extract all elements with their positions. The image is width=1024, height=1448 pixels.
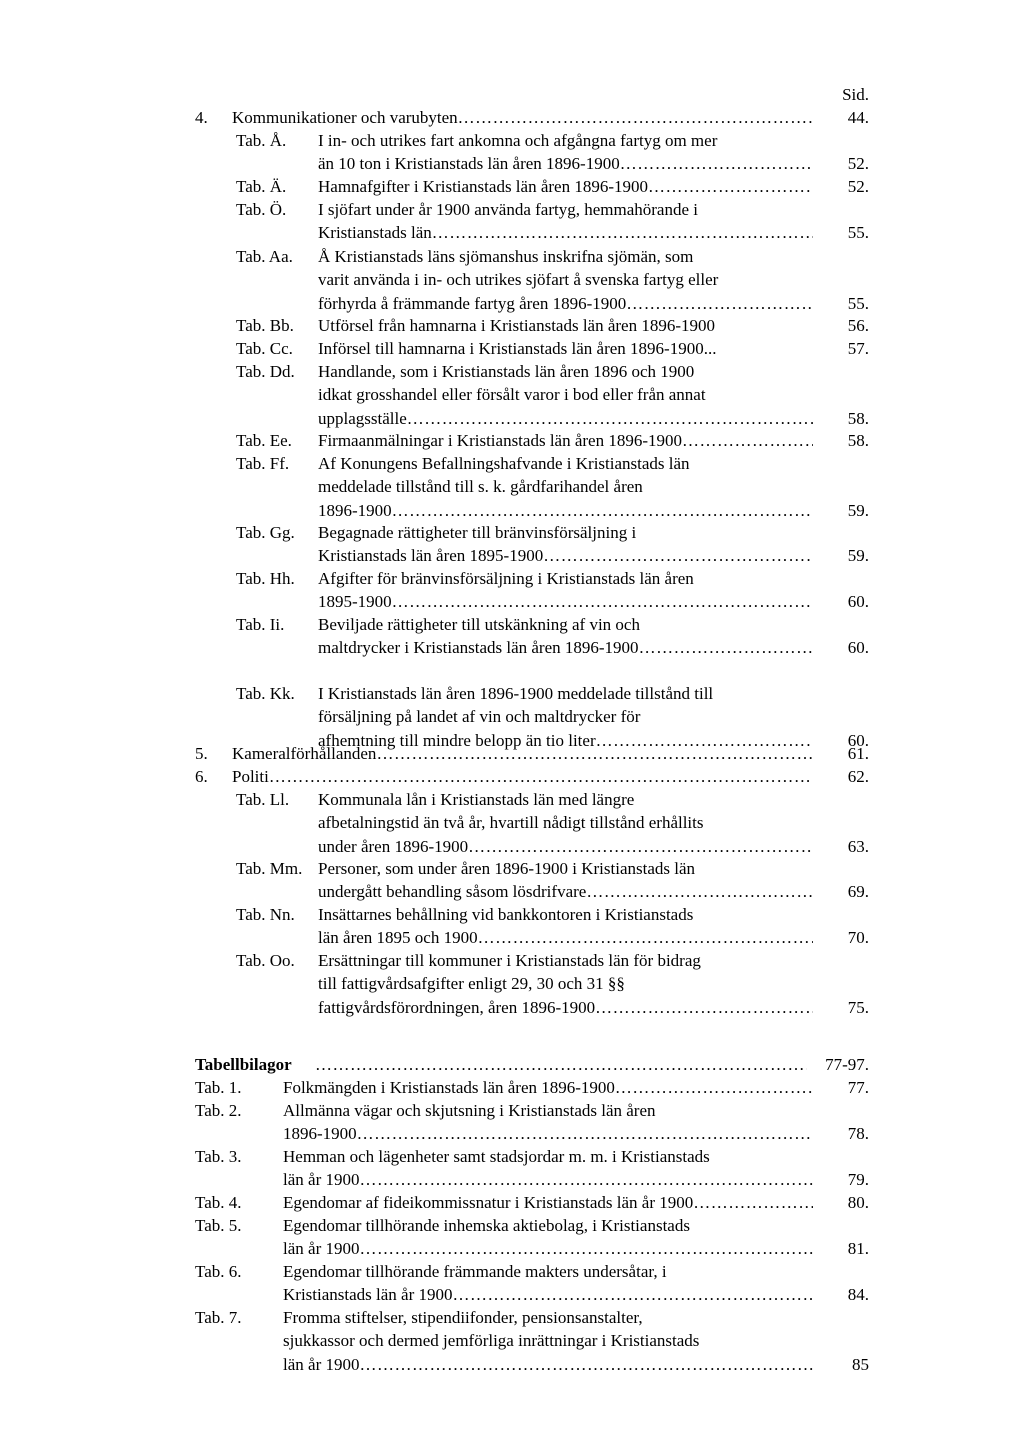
dot-leader [468, 835, 813, 858]
toc-entry-title-line [318, 636, 813, 659]
toc-entry-title-line: Ersättningar till kommuner i Kristianstads län för bidrag [318, 951, 701, 970]
toc-entry-title-line: Begagnade rättigheter till bränvinsförsäljning i [318, 523, 637, 542]
toc-entry [236, 903, 869, 950]
dot-leader [620, 152, 813, 175]
toc-entry-page: 69. [847, 882, 869, 902]
toc-entry-page: 60. [847, 592, 869, 612]
toc-entry-label: Tabellbilagor [195, 1055, 292, 1074]
dot-leader [315, 1053, 807, 1076]
toc-entry-title-line [315, 1053, 807, 1076]
toc-entry [236, 857, 869, 904]
toc-entry-title-text: 1895-1900 [318, 592, 392, 612]
toc-entry-label: Tab. Ff. [236, 454, 290, 473]
dot-leader [682, 429, 813, 452]
toc-entry-title-text: Kommunikationer och varubyten [232, 108, 458, 127]
dot-leader [453, 1283, 814, 1306]
toc-entry-label: Tab. Ä. [236, 177, 287, 196]
toc-entry [195, 1076, 869, 1099]
toc-entry-label: Tab. 5. [195, 1216, 242, 1235]
toc-entry [236, 567, 869, 614]
toc-entry-title-line [318, 544, 813, 567]
toc-entry-title [318, 452, 813, 522]
toc-entry-title-text: Kameralförhållanden [232, 744, 377, 763]
toc-entry-page: 55. [847, 293, 869, 313]
toc-entry-title [283, 1145, 813, 1192]
toc-entry [236, 360, 869, 430]
toc-entry-title-line: Hemman och lägenheter samt stadsjordar m. m. i Kristianstads [283, 1147, 710, 1166]
toc-entry-page: 61. [847, 744, 869, 763]
toc-entry-title-line [283, 1168, 813, 1191]
toc-entry-title [318, 245, 813, 315]
toc-entry-title [318, 903, 813, 950]
toc-entry-page: 44. [847, 108, 869, 127]
toc-entry-title-line [318, 926, 813, 949]
dot-leader [648, 175, 813, 198]
toc-entry-title-text: upplagsställe [318, 408, 407, 428]
toc-entry [236, 613, 869, 660]
toc-entry-title-text: afhemtning till mindre belopp än tio liter [318, 730, 596, 750]
dot-leader [432, 221, 813, 244]
dot-leader [626, 292, 813, 315]
dot-leader [392, 499, 813, 522]
toc-entry-title-text: län år 1900 [283, 1170, 360, 1190]
toc-entry [236, 429, 869, 452]
toc-entry-page: 81. [847, 1239, 869, 1259]
toc-entry-title-text: Politi [232, 767, 269, 786]
toc-entry-title [318, 360, 813, 430]
toc-entry-title-text: län år 1900 [283, 1354, 360, 1374]
toc-entry-label: Tab. Bb. [236, 316, 294, 335]
dot-leader [586, 880, 813, 903]
toc-entry-title [283, 1076, 813, 1099]
toc-entry-title [318, 613, 813, 660]
toc-entry-title [318, 314, 813, 337]
toc-entry-title-line [283, 1353, 813, 1376]
toc-entry-title-line: meddelade tillstånd till s. k. gårdfarihandel åren [318, 477, 643, 497]
toc-entry-title-line: Allmänna vägar och skjutsning i Kristianstads län åren [283, 1101, 656, 1120]
toc-entry-page: 84. [847, 1285, 869, 1305]
toc-entry [195, 106, 869, 129]
toc-entry-title [315, 1053, 807, 1076]
toc-entry-title-line: Egendomar tillhörande inhemska aktiebolag, i Kristianstads [283, 1216, 690, 1235]
toc-entry-title-text: förhyrda å främmande fartyg åren 1896-1900 [318, 293, 627, 313]
toc-entry [195, 765, 869, 788]
toc-entry-page: 58. [847, 431, 869, 450]
toc-entry-label: Tab. Kk. [236, 684, 295, 703]
toc-entry-title-text: Kristianstads län år 1900 [283, 1285, 453, 1305]
toc-entry-title [283, 1306, 813, 1376]
toc-entry-title-line [318, 152, 813, 175]
toc-entry-title-line [318, 835, 813, 858]
toc-entry-title-text: 1896-1900 [283, 1124, 357, 1144]
toc-entry-title-text: under åren 1896-1900 [318, 836, 469, 856]
toc-entry-page: 62. [847, 767, 869, 786]
toc-entry-page: 60. [847, 638, 869, 658]
toc-entry-title-line: till fattigvårdsafgifter enligt 29, 30 och 31 §§ [318, 974, 625, 994]
toc-entry-title-text: fattigvårdsförordningen, åren 1896-1900 [318, 997, 596, 1017]
toc-entry-title [318, 521, 813, 568]
toc-entry-page: 59. [847, 546, 869, 566]
toc-entry-title-line [318, 429, 813, 452]
toc-entry-title-text: län år 1900 [283, 1239, 360, 1259]
toc-entry-title [318, 429, 813, 452]
toc-entry [195, 1099, 869, 1146]
toc-entry-label: Tab. Mm. [236, 859, 303, 878]
dot-leader [359, 1353, 813, 1376]
toc-entry-label: Tab. Nn. [236, 905, 295, 924]
toc-entry-page: 52. [847, 177, 869, 196]
toc-entry-title-line [318, 337, 813, 360]
toc-entry-label: Tab. Cc. [236, 339, 293, 358]
toc-entry [195, 1053, 869, 1076]
toc-entry-page: 77. [847, 1078, 869, 1097]
toc-entry [195, 1145, 869, 1192]
toc-entry-title-line: Handlande, som i Kristianstads län åren 1896 och 1900 [318, 362, 695, 381]
toc-entry-title [232, 106, 813, 129]
toc-entry-page: 52. [847, 154, 869, 174]
toc-entry-title [283, 1191, 813, 1214]
toc-entry-title-text: Hamnafgifter i Kristianstads län åren 1896-1900 [318, 177, 648, 196]
dot-leader [376, 742, 813, 765]
toc-entry-title [318, 857, 813, 904]
toc-entry-title-line: afbetalningstid än två år, hvartill nådigt tillstånd erhållits [318, 813, 704, 833]
toc-entry-label: 5. [195, 744, 208, 763]
toc-entry-page: 58. [847, 408, 869, 428]
toc-entry-title-line: Insättarnes behållning vid bankkontoren i Kristianstads [318, 905, 694, 924]
toc-entry-title-line: I Kristianstads län åren 1896-1900 meddelade tillstånd till [318, 684, 714, 703]
dot-leader [359, 1168, 813, 1191]
toc-entry-title-line [318, 590, 813, 613]
dot-leader [478, 926, 813, 949]
toc-entry-title-line: Å Kristianstads läns sjömanshus inskrifna sjömän, som [318, 247, 694, 266]
toc-entry-title-text: än 10 ton i Kristianstads län åren 1896-1900 [318, 154, 620, 174]
toc-entry [236, 788, 869, 858]
toc-entry-title-line [318, 175, 813, 198]
toc-entry-page: 55. [847, 223, 869, 243]
toc-entry-title [318, 788, 813, 858]
toc-entry-page: 79. [847, 1170, 869, 1190]
toc-entry-title [318, 567, 813, 614]
toc-entry-label: Tab. 3. [195, 1147, 242, 1166]
toc-entry-title-line: försäljning på landet af vin och maltdrycker för [318, 707, 641, 727]
toc-entry-label: Tab. Å. [236, 131, 287, 150]
toc-entry-label: Tab. Oo. [236, 951, 295, 970]
toc-entry-label: Tab. Ee. [236, 431, 292, 450]
toc-entry [236, 521, 869, 568]
toc-entry-title-line [283, 1283, 813, 1306]
toc-entry-title-line [232, 765, 813, 788]
toc-entry-title-line: Egendomar tillhörande främmande makters undersåtar, i [283, 1262, 667, 1281]
dot-leader [639, 636, 813, 659]
toc-entry-page: 70. [847, 928, 869, 948]
toc-entry-title-line [283, 1191, 813, 1214]
toc-entry-page: 85 [852, 1354, 869, 1374]
toc-entry-title-line [283, 1076, 813, 1099]
dot-leader [357, 1122, 813, 1145]
toc-entry-title-line: Afgifter för bränvinsförsäljning i Kristianstads län åren [318, 569, 694, 588]
toc-entry-title-text: Egendomar af fideikommissnatur i Kristianstads län år 1900 [283, 1193, 694, 1212]
toc-entry-page: 78. [847, 1124, 869, 1144]
toc-entry [236, 337, 869, 360]
toc-entry-title-line: I sjöfart under år 1900 använda fartyg, hemmahörande i [318, 200, 698, 219]
toc-entry-page: 80. [847, 1193, 869, 1212]
toc-entry-title-line [232, 742, 813, 765]
toc-entry-page: 77-97. [825, 1055, 869, 1074]
toc-entry-title-text: Firmaanmälningar i Kristianstads län åren 1896-1900 [318, 431, 682, 450]
dot-leader [359, 1237, 813, 1260]
dot-leader [595, 996, 813, 1019]
toc-entry-title-line: Af Konungens Befallningshafvande i Kristianstads län [318, 454, 690, 473]
toc-entry-label: Tab. Gg. [236, 523, 295, 542]
toc-entry [195, 742, 869, 765]
toc-entry-label: Tab. Dd. [236, 362, 295, 381]
toc-entry-page: 75. [847, 997, 869, 1017]
toc-entry [236, 314, 869, 337]
toc-entry-page: 57. [847, 339, 869, 358]
toc-entry-title-line [283, 1122, 813, 1145]
dot-leader [407, 407, 813, 430]
toc-entry-label: Tab. 2. [195, 1101, 242, 1120]
toc-entry-title-text: 1896-1900 [318, 500, 392, 520]
toc-entry-title-line: idkat grosshandel eller försålt varor i bod eller från annat [318, 385, 706, 405]
toc-entry-title-line [318, 314, 813, 337]
toc-entry [236, 129, 869, 176]
toc-entry-title-line [318, 996, 813, 1019]
toc-entry-label: Tab. Ii. [236, 615, 285, 634]
toc-entry-page: 59. [847, 500, 869, 520]
toc-entry-title [283, 1099, 813, 1146]
toc-entry-label: Tab. 6. [195, 1262, 242, 1281]
toc-entry-label: Tab. 7. [195, 1308, 242, 1327]
toc-entry-page: 63. [847, 836, 869, 856]
toc-entry-title-line: Personer, som under åren 1896-1900 i Kristianstads län [318, 859, 696, 878]
toc-entry-label: Tab. Aa. [236, 247, 293, 266]
toc-entry-title-text: Kristianstads län [318, 223, 432, 243]
toc-entry-title-line: Beviljade rättigheter till utskänkning af vin och [318, 615, 640, 634]
toc-entry-title-line: Kommunala lån i Kristianstads län med längre [318, 790, 635, 809]
toc-entry-title-text: Utförsel från hamnarna i Kristianstads län åren 1896-1900 [318, 316, 716, 335]
toc-entry-label: 6. [195, 767, 208, 786]
toc-entry [236, 175, 869, 198]
toc-entry-title-line [318, 292, 813, 315]
toc-entry-title-line [232, 106, 813, 129]
toc-entry-title-text: Införsel till hamnarna i Kristianstads län åren 1896-1900... [318, 339, 717, 358]
toc-entry-title-line: Fromma stiftelser, stipendiifonder, pensionsanstalter, [283, 1308, 643, 1327]
toc-entry-title-line [283, 1237, 813, 1260]
toc-entry [195, 1214, 869, 1261]
dot-leader [693, 1191, 813, 1214]
toc-entry-label: Tab. Ll. [236, 790, 290, 809]
dot-leader [458, 106, 813, 129]
toc-entry [195, 1260, 869, 1307]
dot-leader [269, 765, 813, 788]
toc-entry-title-line [318, 221, 813, 244]
toc-entry-page: 56. [847, 316, 869, 335]
toc-entry-title [283, 1260, 813, 1307]
toc-entry-title [232, 765, 813, 788]
toc-entry-title-text: undergått behandling såsom lösdrifvare [318, 882, 587, 902]
toc-entry-title-line [318, 880, 813, 903]
toc-entry-title [318, 337, 813, 360]
toc-entry [236, 198, 869, 245]
dot-leader [615, 1076, 813, 1099]
dot-leader [392, 590, 813, 613]
toc-entry-label: 4. [195, 108, 208, 127]
toc-entry-title [318, 175, 813, 198]
toc-entry [236, 452, 869, 522]
toc-entry-label: Tab. 1. [195, 1078, 242, 1097]
toc-entry-title-text: län åren 1895 och 1900 [318, 928, 478, 948]
toc-entry [195, 1191, 869, 1214]
toc-entry-title-text: Kristianstads län åren 1895-1900 [318, 546, 544, 566]
toc-entry-page: 60. [847, 730, 869, 750]
toc-entry-title-text: Folkmängden i Kristianstads län åren 1896-1900 [283, 1078, 615, 1097]
toc-entry-title-line: I in- och utrikes fart ankomna och afgångna fartyg om mer [318, 131, 718, 150]
toc-entry-label: Tab. Hh. [236, 569, 295, 588]
toc-entry-label: Tab. 4. [195, 1193, 242, 1212]
toc-entry-title [318, 949, 813, 1019]
toc-entry-title-text: maltdrycker i Kristianstads län åren 1896-1900 [318, 638, 639, 658]
toc-entry-title-line: sjukkassor och dermed jemförliga inrättningar i Kristianstads [283, 1331, 700, 1351]
toc-entry-label: Tab. Ö. [236, 200, 287, 219]
toc-entry-title [232, 742, 813, 765]
toc-entry-title [283, 1214, 813, 1261]
page-column-header: Sid. [842, 85, 869, 104]
toc-entry [236, 949, 869, 1019]
toc-entry-title-line [318, 407, 813, 430]
toc-entry [236, 245, 869, 315]
toc-entry-title [318, 198, 813, 245]
toc-entry-title [318, 129, 813, 176]
dot-leader [543, 544, 813, 567]
toc-entry [195, 1306, 869, 1376]
toc-entry-title-line [318, 499, 813, 522]
toc-entry-title-line: varit använda i in- och utrikes sjöfart å svenska fartyg eller [318, 270, 719, 290]
